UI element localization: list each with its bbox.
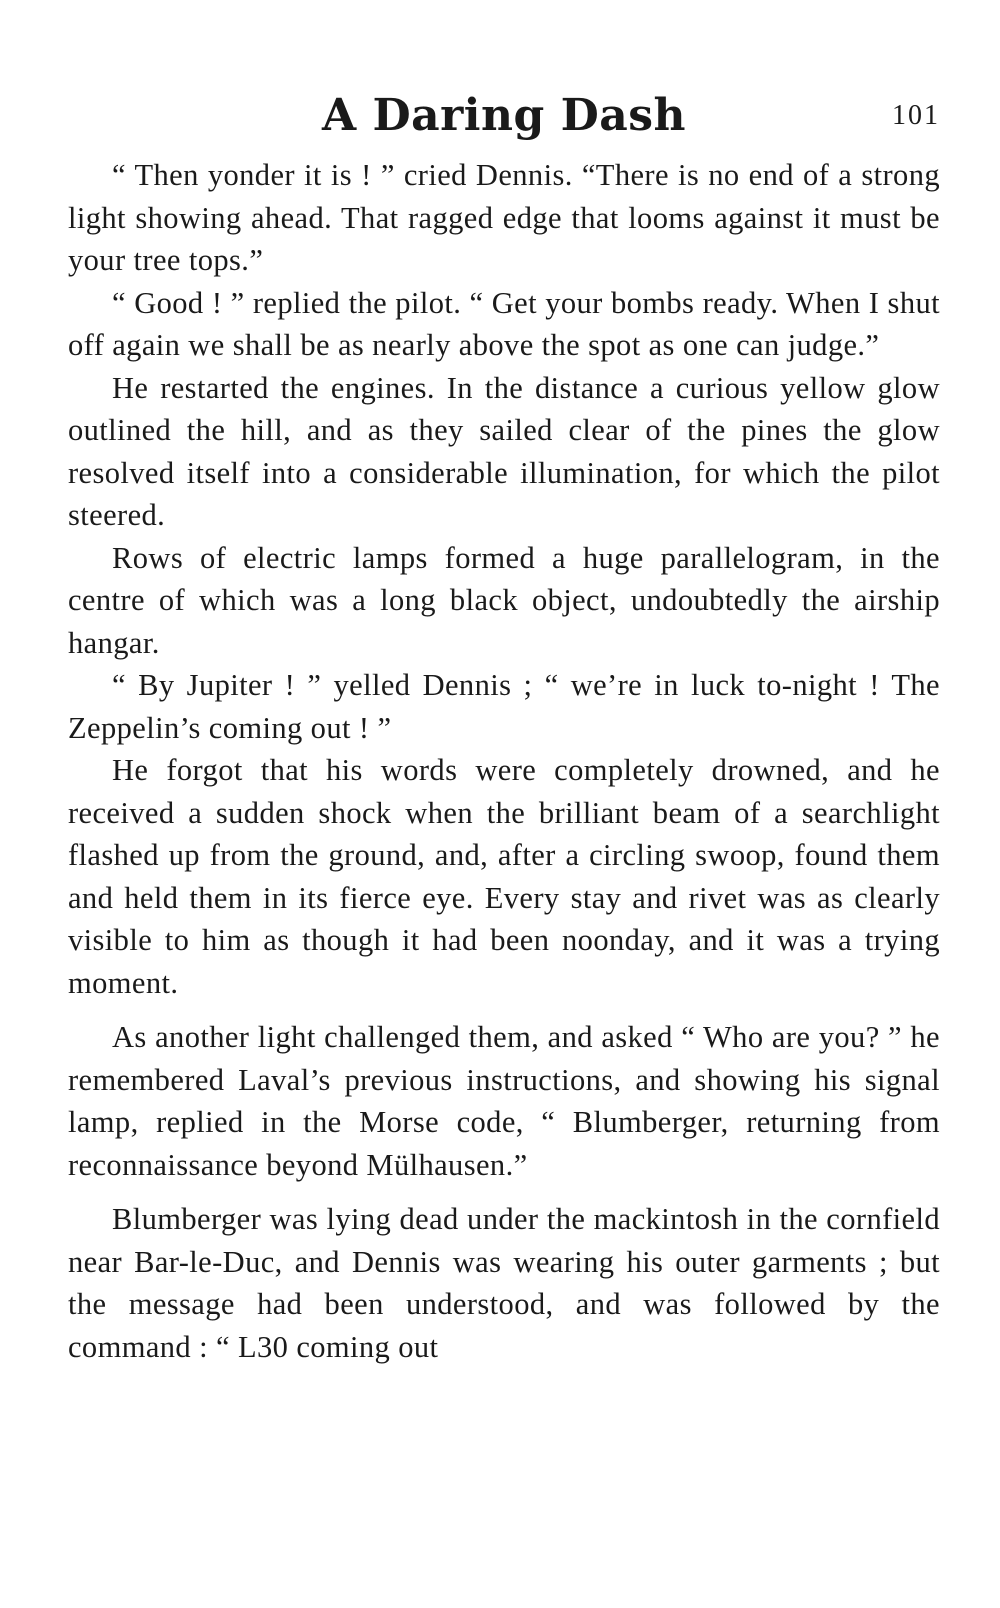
paragraph-1: “ Then yonder it is ! ” cried Dennis. “There is no end of a strong light showing ahead. That ragged edge that looms against it must be your tree tops.” [68,158,940,277]
paragraph-7: As another light challenged them, and asked “ Who are you? ” he remembered Laval’s previous instructions, and showing his signal lamp, replied in the Morse code, “ Blumberger, returning from reconnaissance beyond Mülhausen.” [68,1020,940,1182]
paragraph-6: He forgot that his words were completely drowned, and he received a sudden shock when the brilliant beam of a searchlight flashed up from the ground, and, after a circling swoop, found them and held them in its fierce eye. Every stay and rivet was as clearly visible to him as though it had been noonday, and it was a trying moment. [68,753,940,1000]
running-head [68,86,940,146]
body-text [68,154,940,1368]
paragraph-3: He restarted the engines. In the distance a curious yellow glow outlined the hill, and as they sailed clear of the pines the glow resolved itself into a considerable illumination, for which the pilot steered. [68,370,940,532]
paragraph-8: Blumberger was lying dead under the mackintosh in the cornfield near Bar-le-Duc, and Dennis was wearing his outer garments ; but the message had been understood, and was followed by the command : “ L30 coming out [68,1202,940,1364]
chapter-title: A Daring Dash [321,90,687,141]
page-number: 101 [892,100,940,131]
paragraph-2: “ Good ! ” replied the pilot. “ Get your bombs ready. When I shut off again we shall be as nearly above the spot as one can judge.” [68,285,940,362]
paragraph-4: Rows of electric lamps formed a huge parallelogram, in the centre of which was a long black object, undoubtedly the airship hangar. [68,540,940,660]
paragraph-5: “ By Jupiter ! ” yelled Dennis ; “ we’re in luck to-night ! The Zeppelin’s coming out ! ” [68,668,940,745]
